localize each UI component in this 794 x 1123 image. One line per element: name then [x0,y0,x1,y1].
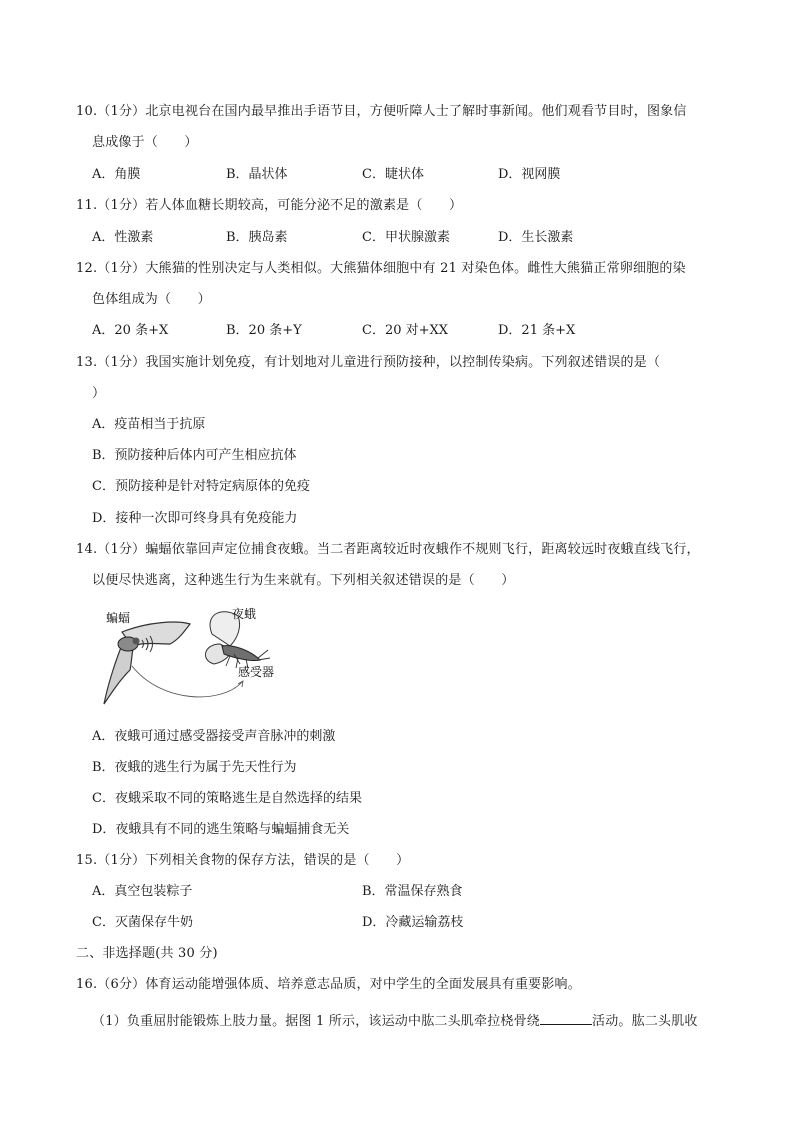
moth-antennae [258,650,270,660]
question-13-line-2: ） [92,386,106,401]
question-12-option-a: A．20 条+X [92,323,169,338]
question-13-option-c: C．预防接种是针对特定病原体的免疫 [92,479,310,494]
bat-moth-figure [92,604,302,709]
question-13-line-1: 13.（1分）我国实施计划免疫，有计划地对儿童进行预防接种，以控制传染病。下列叙述错误的是（ [76,355,661,370]
question-13-option-b: B．预防接种后体内可产生相应抗体 [92,448,297,463]
section-two-title: 二、非选择题(共 30 分) [76,946,218,961]
question-11-line-1: 11.（1分）若人体血糖长期较高，可能分泌不足的激素是（ ） [76,198,463,213]
question-13-option-a: A．疫苗相当于抗原 [92,417,206,432]
question-14-option-a: A．夜蛾可通过感受器接受声音脉冲的刺激 [92,729,336,744]
question-16-line-1: 16.（6分）体育运动能增强体质、培养意志品质，对中学生的全面发展具有重要影响。 [76,977,581,992]
bat-head [133,638,140,645]
question-13-option-d: D．接种一次即可终身具有免疫能力 [92,511,298,526]
question-11-option-b: B．胰岛素 [226,230,288,245]
question-14-option-c: C．夜蛾采取不同的策略逃生是自然选择的结果 [92,791,362,806]
question-10-option-a: A．角膜 [92,167,141,182]
question-11-option-d: D．生长激素 [498,230,574,245]
figure-label-bat: 蝙蝠 [106,611,131,625]
bat-moth-illustration [92,604,302,709]
question-10-line-1: 10.（1分）北京电视台在国内最早推出手语节目，方便听障人士了解时事新闻。他们观看节目时，图象信 [76,104,687,119]
moth-body [222,646,260,661]
question-15-line-1: 15.（1分）下列相关食物的保存方法，错误的是（ ） [76,853,410,868]
question-15-option-c: C．灭菌保存牛奶 [92,915,193,930]
question-14-line-2: 以便尽快逃离，这种逃生行为生来就有。下列相关叙述错误的是（ ） [92,573,515,588]
question-10-option-c: C．睫状体 [362,167,424,182]
question-10-line-2: 息成像于（ ） [92,135,198,150]
question-14-option-d: D．夜蛾具有不同的逃生策略与蝙蝠捕食无关 [92,822,350,837]
question-12-option-b: B．20 条+Y [226,323,302,338]
figure-label-moth: 夜蛾 [232,607,257,621]
question-15-option-a: A．真空包装粽子 [92,884,193,899]
question-10-option-d: D．视网膜 [498,167,561,182]
answer-blank[interactable] [540,1012,592,1025]
question-12-line-1: 12.（1分）大熊猫的性别决定与人类相似。大熊猫体细胞中有 21 对染色体。雌性大熊猫正常卵细胞的染 [76,261,686,276]
question-14-option-b: B．夜蛾的逃生行为属于先天性行为 [92,760,297,775]
question-16-sub-1: （1）负重屈肘能锻炼上肢力量。据图 1 所示，该运动中肱二头肌牵拉桡骨绕 活动。肱二头肌收 [92,1014,698,1029]
figure-label-receptor: 感受器 [238,665,275,679]
question-14-line-1: 14.（1分）蝙蝠依靠回声定位捕食夜蛾。当二者距离较近时夜蛾作不规则飞行，距离较远时夜蛾直线飞行， [76,542,700,557]
question-15-option-d: D．冷藏运输荔枝 [362,915,464,930]
question-15-option-b: B．常温保存熟食 [362,884,463,899]
flight-path [132,666,242,697]
question-11-option-c: C．甲状腺激素 [362,230,450,245]
question-12-option-c: C．20 对+XX [362,323,449,338]
question-10-option-b: B．晶状体 [226,167,288,182]
question-12-option-d: D．21 条+X [498,323,576,338]
question-11-option-a: A．性激素 [92,230,154,245]
question-12-line-2: 色体组成为（ ） [92,292,211,307]
